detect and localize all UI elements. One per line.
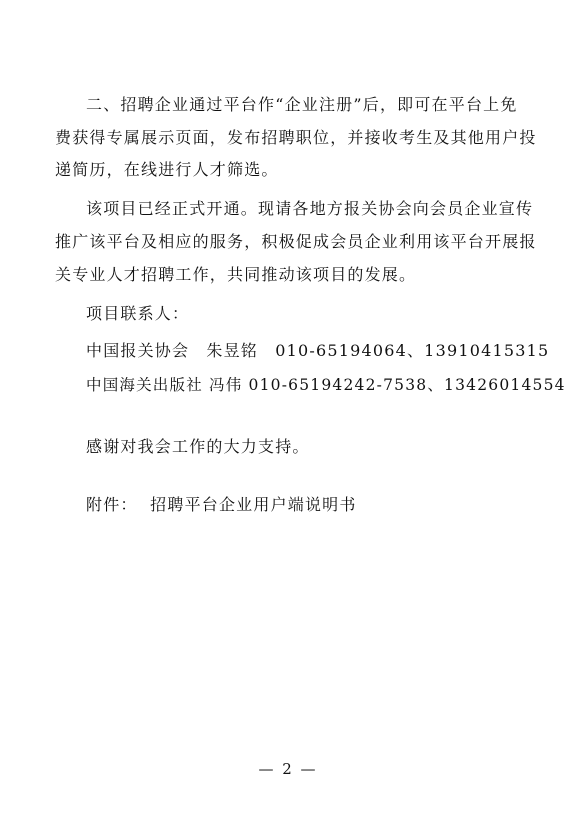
- paragraph-2-line-3: 关专业人才招聘工作，共同推动该项目的发展。: [55, 265, 417, 284]
- contact-line-1: 中国报关协会 朱昱铭 010-65194064、13910415315: [86, 341, 550, 360]
- thanks-line: 感谢对我会工作的大力支持。: [86, 437, 310, 456]
- contacts-title: 项目联系人：: [86, 304, 190, 323]
- page-number: — 2 —: [258, 760, 318, 778]
- contact-line-2: 中国海关出版社 冯伟 010-65194242-7538、13426014554: [86, 376, 566, 394]
- paragraph-1-line-1: 二、招聘企业通过平台作“企业注册”后，即可在平台上免: [86, 95, 518, 114]
- attachment-line: 附件： 招聘平台企业用户端说明书: [86, 495, 357, 514]
- paragraph-1-line-3: 递简历，在线进行人才筛选。: [55, 160, 279, 179]
- paragraph-2-line-2: 推广该平台及相应的服务，积极促成会员企业利用该平台开展报: [55, 232, 537, 251]
- paragraph-2-line-1: 该项目已经正式开通。现请各地方报关协会向会员企业宣传: [86, 199, 534, 218]
- paragraph-1-line-2: 费获得专属展示页面，发布招聘职位，并接收考生及其他用户投: [55, 128, 537, 147]
